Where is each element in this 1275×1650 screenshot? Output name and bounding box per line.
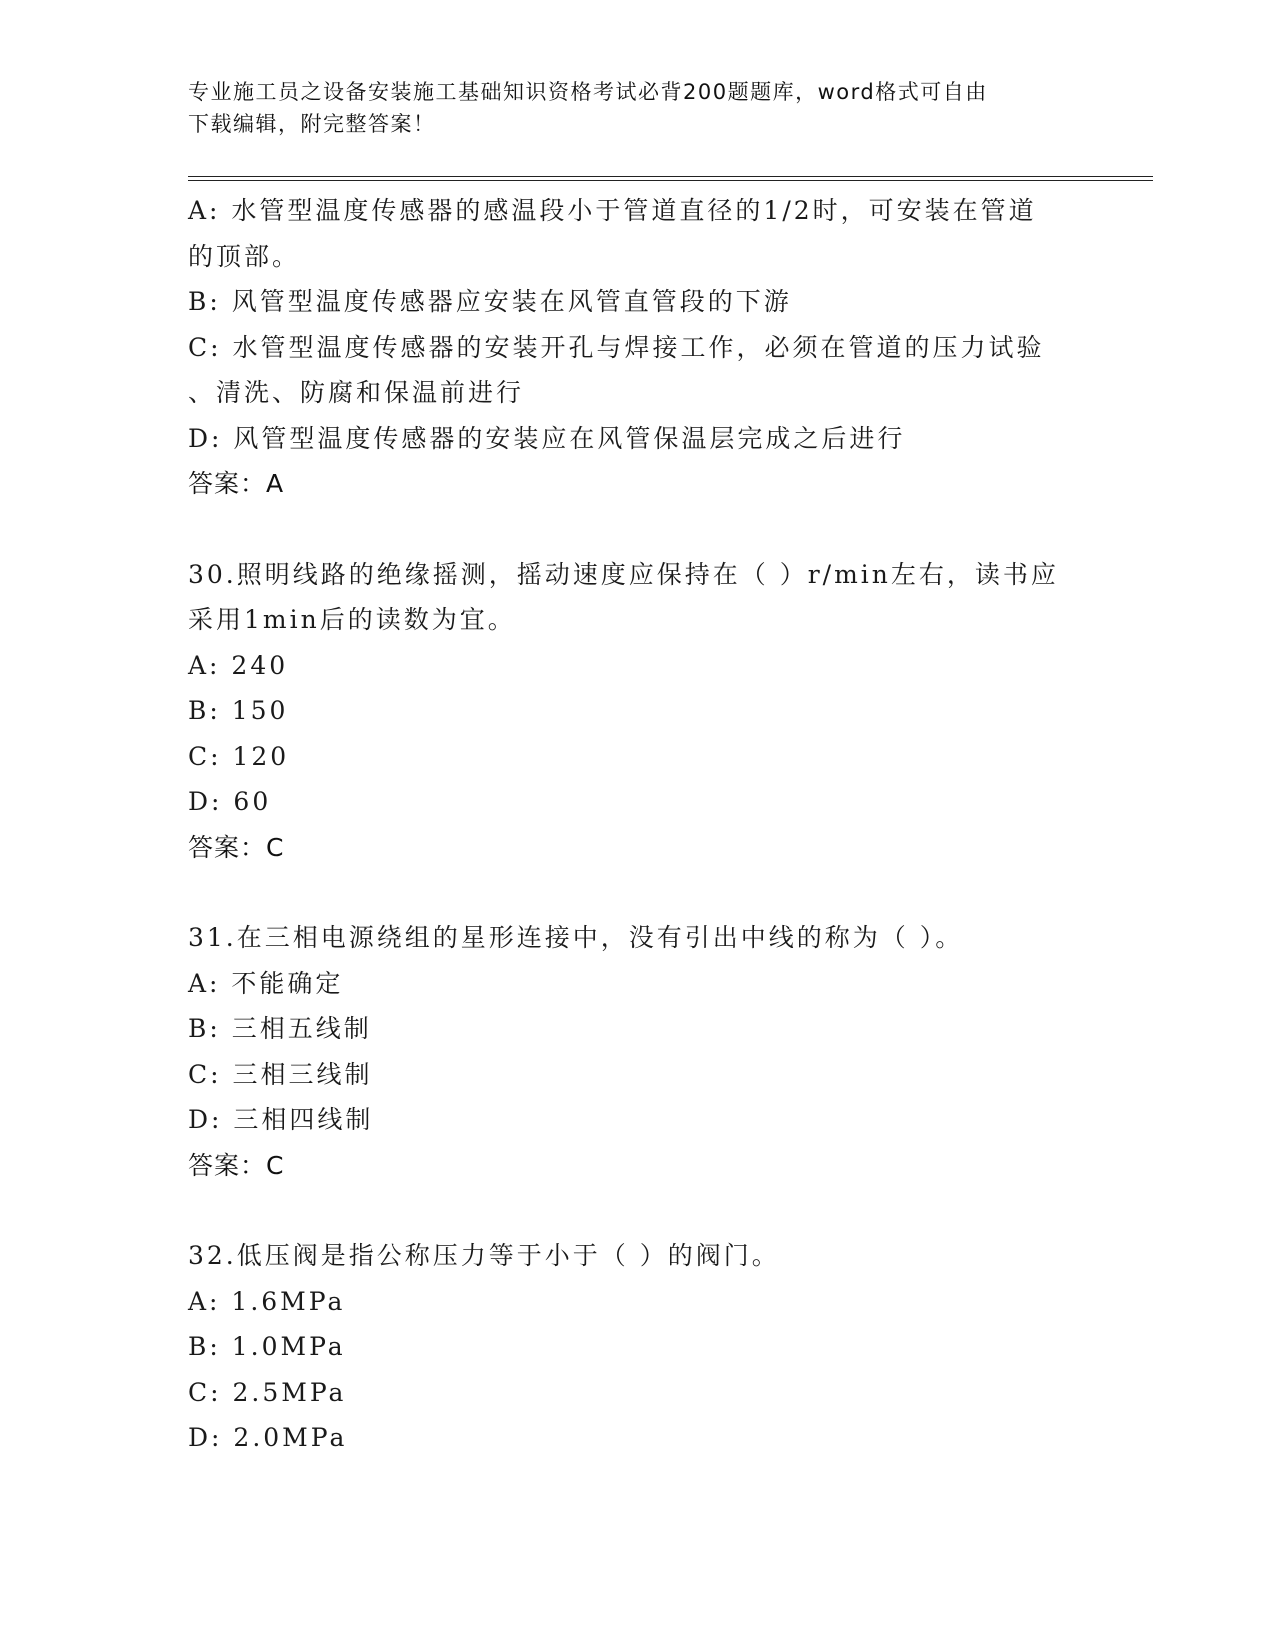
option-a: A: 不能确定 — [188, 968, 344, 998]
option-d: D: 三相四线制 — [188, 1105, 374, 1134]
spacer — [188, 870, 1118, 915]
option-c-line-2: 、清洗、防腐和保温前进行 — [188, 378, 525, 407]
option-b: B: 150 — [188, 696, 289, 725]
option-c: C: 120 — [188, 741, 290, 771]
answer: 答案：C — [188, 832, 285, 862]
option-c-line-1: C: 水管型温度传感器的安装开孔与焊接工作，必须在管道的压力试验 — [188, 332, 1045, 362]
document-header — [188, 76, 1088, 140]
header-line-2: 下载编辑，附完整答案！ — [188, 112, 436, 136]
question-stem: 32.低压阀是指公称压力等于小于（ ）的阀门。 — [188, 1241, 780, 1270]
option-c: C: 三相三线制 — [188, 1059, 373, 1089]
option-c: C: 2.5MPa — [188, 1377, 347, 1407]
header-line-1: 专业施工员之设备安装施工基础知识资格考试必背200题题库，word格式可自由 — [188, 80, 988, 104]
spacer — [188, 507, 1118, 552]
question-stem-line-2: 采用1min后的读数为宜。 — [188, 605, 516, 634]
option-d: D: 60 — [188, 787, 272, 816]
answer: 答案：A — [188, 469, 285, 498]
question-list — [188, 188, 1118, 1461]
option-a-line-2: 的顶部。 — [188, 241, 301, 271]
option-b: B: 1.0MPa — [188, 1332, 346, 1361]
option-d: D: 风管型温度传感器的安装应在风管保温层完成之后进行 — [188, 423, 906, 453]
header-rule-top — [188, 176, 1153, 177]
question-29 — [188, 188, 1118, 507]
option-b: B: 风管型温度传感器应安装在风管直管段的下游 — [188, 287, 792, 316]
header-rule-bottom — [188, 180, 1153, 181]
option-a: A: 1.6MPa — [188, 1286, 346, 1316]
option-b: B: 三相五线制 — [188, 1014, 372, 1043]
answer: 答案：C — [188, 1150, 285, 1180]
option-d: D: 2.0MPa — [188, 1423, 348, 1452]
question-32 — [188, 1233, 1118, 1461]
question-stem: 31.在三相电源绕组的星形连接中，没有引出中线的称为（ ）。 — [188, 923, 964, 952]
option-a-line-1: A: 水管型温度传感器的感温段小于管道直径的1/2时，可安装在管道 — [188, 196, 1037, 225]
question-stem-line-1: 30.照明线路的绝缘摇测，摇动速度应保持在（ ）r/min左右，读书应 — [188, 559, 1059, 589]
question-30 — [188, 552, 1118, 871]
question-31 — [188, 915, 1118, 1188]
option-a: A: 240 — [188, 650, 289, 680]
spacer — [188, 1188, 1118, 1233]
